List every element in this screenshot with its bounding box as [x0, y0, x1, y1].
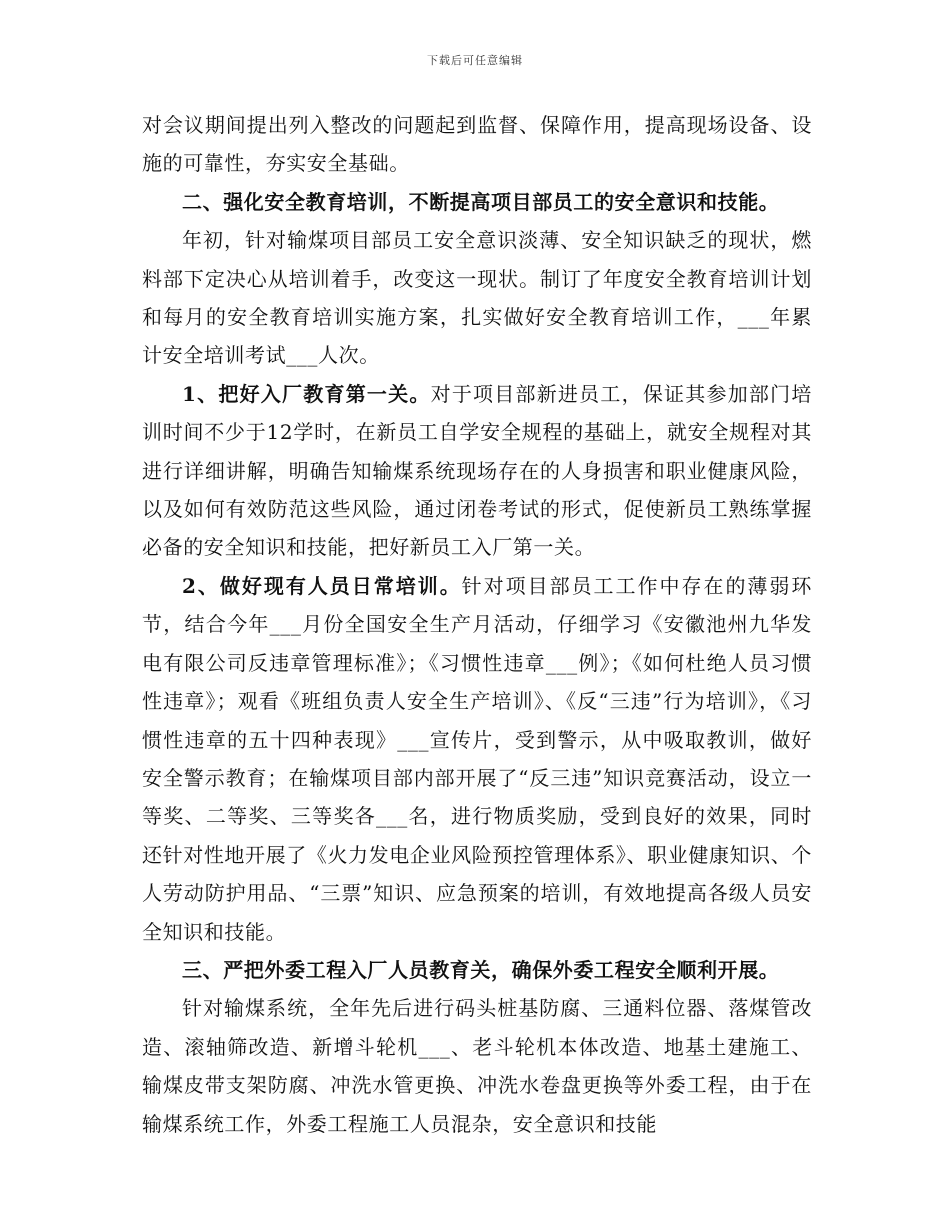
- item-1-text: 对于项目部新进员工，保证其参加部门培训时间不少于12学时，在新员工自学安全规程的基础上，就安全规程对其进行详细讲解，明确告知输煤系统现场存在的人身损害和职业健康风险，以及如何有效防范这些风险，通过闭卷考试的形式，促使新员工熟练掌握必备的安全知识和技能，把好新员工入厂第一关。: [142, 381, 812, 560]
- item-2-text: 针对项目部员工工作中存在的薄弱环节，结合今年___月份全国安全生产月活动，仔细学习《安徽池州九华发电有限公司反违章管理标准》；《习惯性违章___例》；《如何杜绝人员习惯性违章》；观看《班组负责人安全生产培训》、《反“三违”行为培训》，《习惯性违章的五十四种表现》___宣传片，受到警示，从中吸取教训，做好安全警示教育；在输煤项目部内部开展了“反三违”知识竞赛活动，设立一等奖、二等奖、三等奖各___名，进行物质奖励，受到良好的效果，同时还针对性地开展了《火力发电企业风险预控管理体系》、职业健康知识、个人劳动防护用品、“三票”知识、应急预案的培训，有效地提高各级人员安全知识和技能。: [142, 573, 812, 944]
- section-heading-2: 二、强化安全教育培训，不断提高项目部员工的安全意识和技能。: [182, 189, 780, 214]
- paragraph-item-2: [142, 567, 812, 951]
- paragraph-item-1: [142, 375, 812, 567]
- document-body: [142, 106, 812, 1143]
- paragraph-outsourced-projects: 针对输煤系统，全年先后进行码头桩基防腐、三通料位器、落煤管改造、滚轴筛改造、新增斗轮机___、老斗轮机本体改造、地基土建施工、输煤皮带支架防腐、冲洗水管更换、冲洗水卷盘更换等外委工程，由于在输煤系统工作，外委工程施工人员混杂，安全意识和技能: [142, 996, 812, 1136]
- item-1-title: 1、把好入厂教育第一关。: [182, 381, 431, 406]
- page-header: 下载后可任意编辑: [427, 54, 523, 67]
- paragraph-continuation: 对会议期间提出列入整改的问题起到监督、保障作用，提高现场设备、设施的可靠性，夯实安全基础。: [142, 113, 812, 176]
- paragraph-training-intro: 年初，针对输煤项目部员工安全意识淡薄、安全知识缺乏的现状，燃料部下定决心从培训着手，改变这一现状。制订了年度安全教育培训计划和每月的安全教育培训实施方案，扎实做好安全教育培训工作，___年累计安全培训考试___人次。: [142, 228, 812, 368]
- section-heading-3: 三、严把外委工程入厂人员教育关，确保外委工程安全顺利开展。: [182, 957, 780, 982]
- item-2-title: 2、做好现有人员日常培训。: [182, 573, 462, 598]
